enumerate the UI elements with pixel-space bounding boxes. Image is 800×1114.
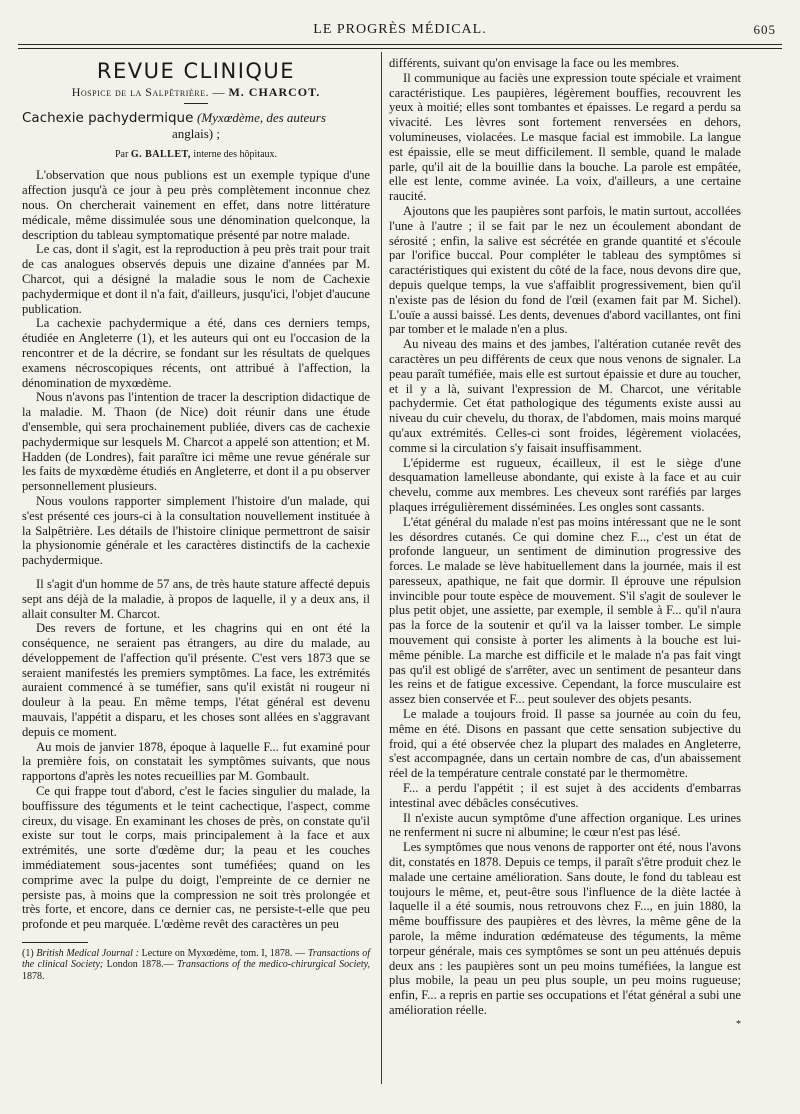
running-head bbox=[24, 22, 776, 44]
footnote-transactions-medico: Transactions of the medico-chirurgical Society, bbox=[177, 959, 370, 971]
title-rule bbox=[184, 103, 208, 104]
paragraph: Le malade a toujours froid. Il passe sa journée au coin du feu, même en été. Disons en passant que cette sensation subjective du froid, qui a été observée chez la plupart des malades en Angleterre, s'est accompagnée, dans un certain nombre de cas, d'un abaissement réel de la température centrale constaté par le thermomètre. bbox=[389, 707, 741, 781]
end-mark: * bbox=[736, 1018, 741, 1030]
paragraph: F... a perdu l'appétit ; il est sujet à des accidents d'embarras intestinal avec débâcles consécutives. bbox=[389, 781, 741, 810]
footnote bbox=[22, 948, 370, 982]
paragraph: L'épiderme est rugueux, écailleux, il est le siège d'une desquamation lamelleuse abondante, qui existe à la face et au cuir chevelu, comme aux membres. Les cheveux sont raréfiés par larges plaques irrégulièrement disséminées. Les ongles sont cassants. bbox=[389, 455, 741, 514]
page-number: 605 bbox=[753, 22, 776, 37]
section-title: REVUE CLINIQUE bbox=[96, 59, 296, 83]
footnote-year: 1878. bbox=[22, 970, 45, 982]
paragraph: Ajoutons que les paupières sont parfois, le matin surtout, accollées l'une à l'autre ; il se fait par le nez un écoulement abondant de sérosité ; enfin, la salive est sécrétée en grande quantité et s'écoule par l'orifice buccal. Pour compléter le tableau des symptômes si caractéristiques qui existent du côté de la face, nous devons dire que, depuis quelque temps, la vue s'affaiblit progressivement, bien qu'il n'existe pas de lésion du fond de l'œil (examen fait par M. Sichel). L'ouïe a aussi baissé. Les dents, devenues d'abord vacillantes, ont fini par tomber et le malade n'en a plus. bbox=[389, 203, 741, 337]
hospice-author: M. CHARCOT. bbox=[228, 84, 321, 99]
paragraph: La cachexie pachydermique a été, dans ces derniers temps, étudiée en Angleterre (1), et les auteurs qui ont eu l'occasion de la rencontrer et de la décrire, se fondant sur les résultats de quelques examens nécroscopiques récents, ont attribué à l'affection, la dénomination de myxœdème. bbox=[22, 316, 370, 390]
header-rule bbox=[18, 44, 782, 45]
footnote-transactions-clinical: Transactions of the clinical Society; bbox=[22, 948, 371, 971]
left-column bbox=[22, 56, 370, 982]
paragraph: L'observation que nous publions est un exemple typique d'une affection jusqu'à ce jour à peu près complètement inconnue chez nous. On chercherait vainement en effet, dans notre littérature médicale, même dissimulée sous une dénomination quelconque, la description du tableau symptomatique présenté par notre malade. bbox=[22, 168, 370, 242]
column-divider bbox=[381, 52, 382, 1084]
paragraph: Nous voulons rapporter simplement l'histoire d'un malade, qui s'est présenté ces jours-ci à la consultation nouvellement instituée à la Salpêtrière. Les détails de l'histoire clinique permettront de saisir la physionomie générale et les caractères distinctifs de la cachexie pachydermique. bbox=[22, 493, 370, 568]
hospice-name: Hospice de la Salpêtrière. — bbox=[71, 84, 225, 99]
byline bbox=[22, 148, 370, 163]
byline-suffix: interne des hôpitaux. bbox=[193, 148, 278, 160]
paragraph: Les symptômes que nous venons de rapporter ont été, nous l'avons dit, constatés en 1878. Depuis ce temps, il paraît s'être produit chez le malade une certaine amélioration. Sans doute, le fond du tableau est toujours le même, et, peut-être sous l'influence de la diète lactée à laquelle il a été soumis, nous retrouvons chez F..., en juin 1880, la même bouffissure des paupières et des lèvres, la même gêne de la parole, la même induration œdémateuse des téguments, la même torpeur générale, mais ces symptômes se sont un peu atténués depuis deux ans : les paupières sont un peu moins tuméfiées, la langue est plus mobile, la peau un peu plus souple, un peu moins rugueuse; enfin, F... a repris en partie ses occupations et l'état général a subi une amélioration réelle. bbox=[389, 840, 741, 1017]
paragraph: Il s'agit d'un homme de 57 ans, de très haute stature affecté depuis sept ans déjà de la maladie, à propos de laquelle, il y a deux ans, il allait consulter M. Charcot. bbox=[22, 576, 370, 621]
paragraph: Ce qui frappe tout d'abord, c'est le facies singulier du malade, la bouffissure des téguments et le teint cachectique, l'aspect, comme cireux, du visage. En examinant les choses de près, on constate qu'il existe sur tout le corps, mais principalement à la face et aux extrémités, une sorte d'œdème dur; la peau et les couches immédiatement sous-jacentes sont tuméfiées; quand on les comprime avec la pulpe du doigt, l'empreinte de ce dernier ne persiste pas, à moins que la compression ne soit très prolongée et très forte, et encore, dans ce dernier cas, ne persiste-t-elle que peu profonde et peu marquée. L'œdème revêt des caractères un peu bbox=[22, 784, 370, 932]
paragraph: Nous n'avons pas l'intention de tracer la description didactique de la maladie. M. Thaon (de Nice) doit réunir dans une étude d'ensemble, qui sera prochainement publiée, divers cas de cachexie pachydermique sur lesquels M. Charcot a appelé son attention; et M. Hadden (de Londres), fait paraître ici même une revue générale sur les faits de myxœdème étudiés en Angleterre, et dont il a pu observer personnellement plusieurs. bbox=[22, 390, 370, 494]
paragraph: Il communique au faciès une expression toute spéciale et vraiment caractéristique. Les paupières, légèrement bouffies, recouvrent les yeux à moitié; elles sont tombantes et épaisses. Le regard a perdu sa vivacité. Les lèvres sont fortement renversées en dehors, volumineuses, violacées. Le masque facial est immobile. La langue est épaissie, elle se meut difficilement. Il semble, quand le malade parle, qu'il ait de la bouillie dans la bouche. La parole est empâtée, elle est lente, comme avinée. La voix, d'ailleurs, a une certaine raucité. bbox=[389, 70, 741, 204]
article-title-main: Cachexie pachydermique bbox=[22, 109, 194, 126]
header-rule-thin bbox=[18, 48, 782, 49]
footnote-rule bbox=[22, 942, 88, 943]
footnote-london: London 1878.— bbox=[106, 959, 174, 971]
article-title bbox=[22, 110, 370, 142]
paragraph: Des revers de fortune, et les chagrins qui en ont été la conséquence, ne seraient pas étrangers, au dire du malade, au développement de l'affection qu'il présente. C'est vers 1873 que se seraient manifestés les premiers symptômes. La face, les extrémités auraient commencé à se tuméfier, sans qu'il existât ni rougeur ni douleur à la peau. En même temps, l'état général est devenu mauvais, l'appétit a disparu, et les choses sont allées en s'aggravant depuis ce moment. bbox=[22, 621, 370, 739]
paragraph: Au mois de janvier 1878, époque à laquelle F... fut examiné pour la première fois, on constatait les symptômes suivants, que nous rapportons d'après les notes recueillies par M. Gombault. bbox=[22, 739, 370, 784]
article-title-sub2: anglais) ; bbox=[171, 125, 220, 141]
right-column bbox=[389, 56, 741, 1033]
paragraph: Au niveau des mains et des jambes, l'altération cutanée revêt des caractères un peu différents de ceux que nous venons de signaler. La peau paraît tuméfiée, mais elle est surtout épaissie et dure au toucher, et il y a là, suivant l'expression de M. Charcot, une véritable pachydermie. Cet état pathologique des téguments existe aussi au niveau du cuir chevelu, du thorax, de l'abdomen, mais moins marqué qu'aux extrémités. Celles-ci sont froides, légèrement violacées, comme si la circulation s'y faisait insuffisamment. bbox=[389, 337, 741, 455]
article-title-sub: (Myxœdème, des auteurs bbox=[197, 109, 326, 125]
footnote-marker: (1) bbox=[22, 948, 34, 960]
byline-prefix: Par bbox=[114, 148, 129, 160]
hospice-line bbox=[22, 85, 370, 100]
running-title: LE PROGRÈS MÉDICAL. bbox=[313, 22, 487, 37]
paragraph: différents, suivant qu'on envisage la face ou les membres. bbox=[389, 56, 680, 70]
byline-name: G. BALLET, bbox=[130, 148, 191, 160]
paragraph: Le cas, dont il s'agit, est la reproduction à peu près trait pour trait de cas analogues observés depuis une dizaine d'années par M. Charcot, qui a désigné la maladie sous le nom de Cachexie pachydermique et dont il n'a fait, d'ailleurs, jusqu'ici, l'objet d'aucune publication. bbox=[22, 242, 370, 316]
paragraph: Il n'existe aucun symptôme d'une affection organique. Les urines ne renferment ni sucre ni albumine; le cœur n'est pas lésé. bbox=[389, 810, 741, 840]
paragraph: L'état général du malade n'est pas moins intéressant que ne le sont les désordres cutanés. Ce qui domine chez F..., c'est un état de profonde langueur, un sentiment de diminution progressive des forces. Le malade se lève habituellement dans la journée, mais il est paresseux, apathique, ne fait que dormir. Il éprouve une répulsion invincible pour toute espèce de mouvement. S'il s'agit de soulever le plus petit objet, une assiette, par exemple, il semble à F... qu'il n'aura pas la force de la soutenir et qu'il va la laisser tomber. Le simple mouvement qui consiste à porter les aliments à la bouche est lui-même pénible. La marche est difficile et le malade n'a pas fait vingt pas qu'il est obligé de s'arrêter, avec un sentiment de pesanteur dans les reins et de fatigue excessive. Cependant, la force musculaire est assez bien conservée et F... peut soulever des objets pesants. bbox=[389, 514, 741, 707]
footnote-journal: British Medical Journal : bbox=[36, 948, 139, 960]
footnote-lecture: Lecture on Myxœdème, tom. I, 1878. — bbox=[141, 948, 306, 960]
